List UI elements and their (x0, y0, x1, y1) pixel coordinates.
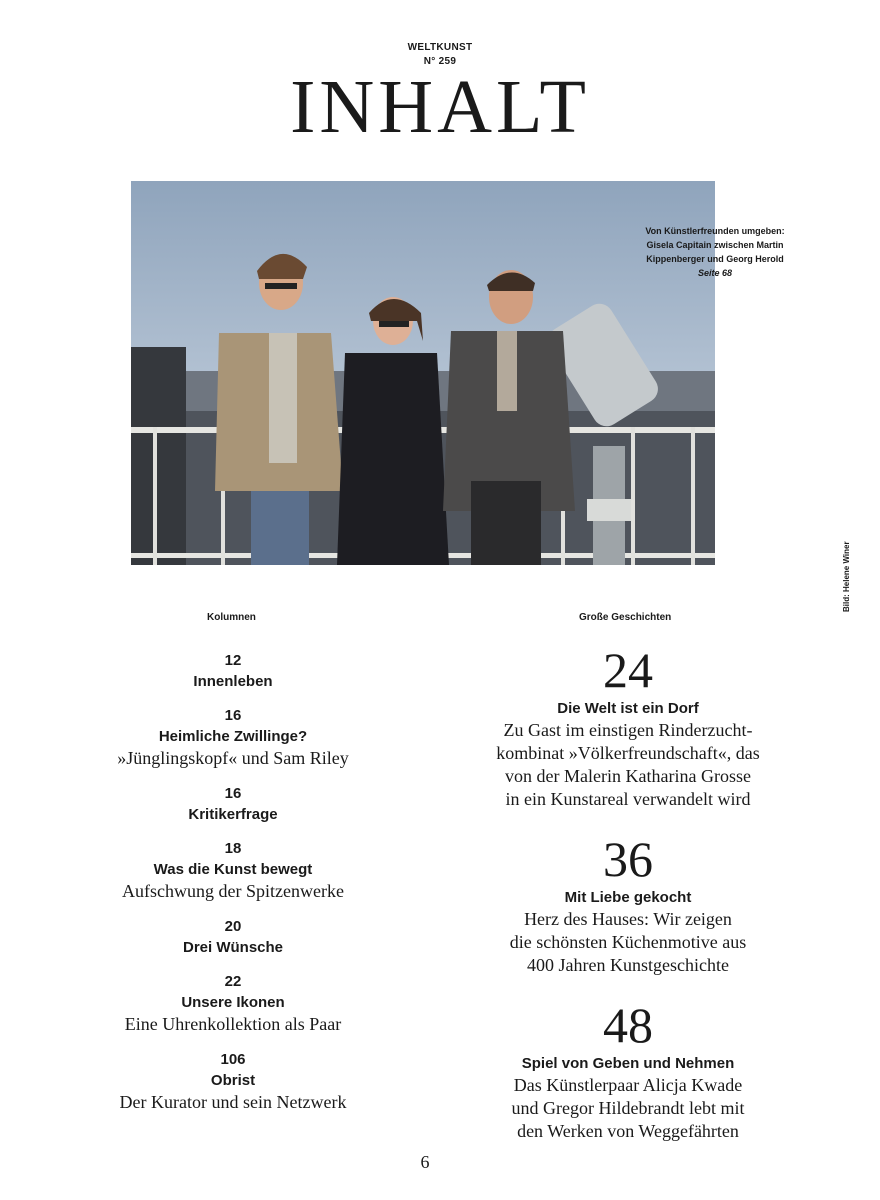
entry-title: Heimliche Zwillinge? (158, 728, 308, 745)
page-number: 6 (420, 1152, 430, 1172)
photo-caption (620, 224, 810, 280)
entry-subtitle: Der Kurator und sein Netzwerk (119, 1092, 347, 1112)
kolumne-entry[interactable] (88, 1050, 378, 1114)
page-title: INHALT (290, 65, 590, 149)
entry-title: Obrist (210, 1072, 256, 1089)
entry-page-number: 48 (603, 997, 653, 1053)
kolumne-entry[interactable] (88, 651, 378, 692)
entry-page-number: 16 (224, 785, 242, 802)
magazine-name: WELTKUNST (407, 42, 473, 53)
entry-page-number: 12 (224, 652, 242, 669)
entry-description-line: Herz des Hauses: Wir zeigen (524, 909, 732, 929)
entry-description-line: die schönsten Küchenmotive aus (509, 932, 747, 952)
geschichten-list (468, 642, 788, 1163)
entry-page-number: 22 (224, 973, 242, 990)
kolumne-entry[interactable] (88, 839, 378, 903)
kolumnen-list (88, 651, 378, 1128)
entry-description-line: Zu Gast im einstigen Rinderzucht- (503, 720, 753, 740)
entry-subtitle: Aufschwung der Spitzenwerke (122, 881, 344, 901)
entry-title: Drei Wünsche (182, 939, 284, 956)
geschichte-entry[interactable] (468, 997, 788, 1143)
entry-title: Die Welt ist ein Dorf (557, 700, 699, 717)
entry-description-line: von der Malerin Katharina Grosse (505, 766, 751, 786)
caption-line: Kippenberger und Georg Herold (646, 254, 784, 264)
entry-page-number: 36 (603, 831, 653, 887)
entry-page-number: 24 (603, 642, 653, 698)
kolumnen-heading: Kolumnen (207, 612, 256, 623)
kolumne-entry[interactable] (88, 972, 378, 1036)
caption-line: Gisela Capitain zwischen Martin (646, 240, 784, 250)
issue-number: N° 259 (423, 56, 457, 67)
entry-description-line: kombinat »Völkerfreundschaft«, das (496, 743, 760, 763)
entry-description-line: den Werken von Weggefährten (517, 1121, 739, 1141)
entry-title: Mit Liebe gekocht (564, 889, 692, 906)
entry-title: Unsere Ikonen (181, 994, 285, 1011)
geschichten-heading: Große Geschichten (579, 612, 672, 623)
entry-description-line: Das Künstlerpaar Alicja Kwade (513, 1075, 743, 1095)
caption-page-ref: Seite 68 (697, 268, 733, 278)
entry-page-number: 18 (224, 840, 242, 857)
entry-title: Spiel von Geben und Nehmen (521, 1055, 735, 1072)
entry-subtitle: »Jünglingskopf« und Sam Riley (117, 748, 349, 768)
entry-page-number: 106 (220, 1051, 246, 1068)
entry-title: Was die Kunst bewegt (153, 861, 313, 878)
kolumne-entry[interactable] (88, 706, 378, 770)
entry-subtitle: Eine Uhrenkollektion als Paar (124, 1014, 342, 1034)
entry-title: Kritikerfrage (188, 806, 278, 823)
entry-description-line: 400 Jahren Kunstgeschichte (527, 955, 729, 975)
caption-line: Von Künstlerfreunden umgeben: (645, 226, 785, 236)
geschichte-entry[interactable] (468, 642, 788, 811)
entry-description-line: in ein Kunstareal verwandelt wird (505, 789, 751, 809)
entry-page-number: 20 (224, 918, 242, 935)
entry-title: Innenleben (193, 673, 273, 690)
entry-description-line: und Gregor Hildebrandt lebt mit (511, 1098, 745, 1118)
kolumne-entry[interactable] (88, 917, 378, 958)
photo-credit: Bild: Helene Winer (842, 541, 851, 612)
geschichte-entry[interactable] (468, 831, 788, 977)
kolumne-entry[interactable] (88, 784, 378, 825)
entry-page-number: 16 (224, 707, 242, 724)
